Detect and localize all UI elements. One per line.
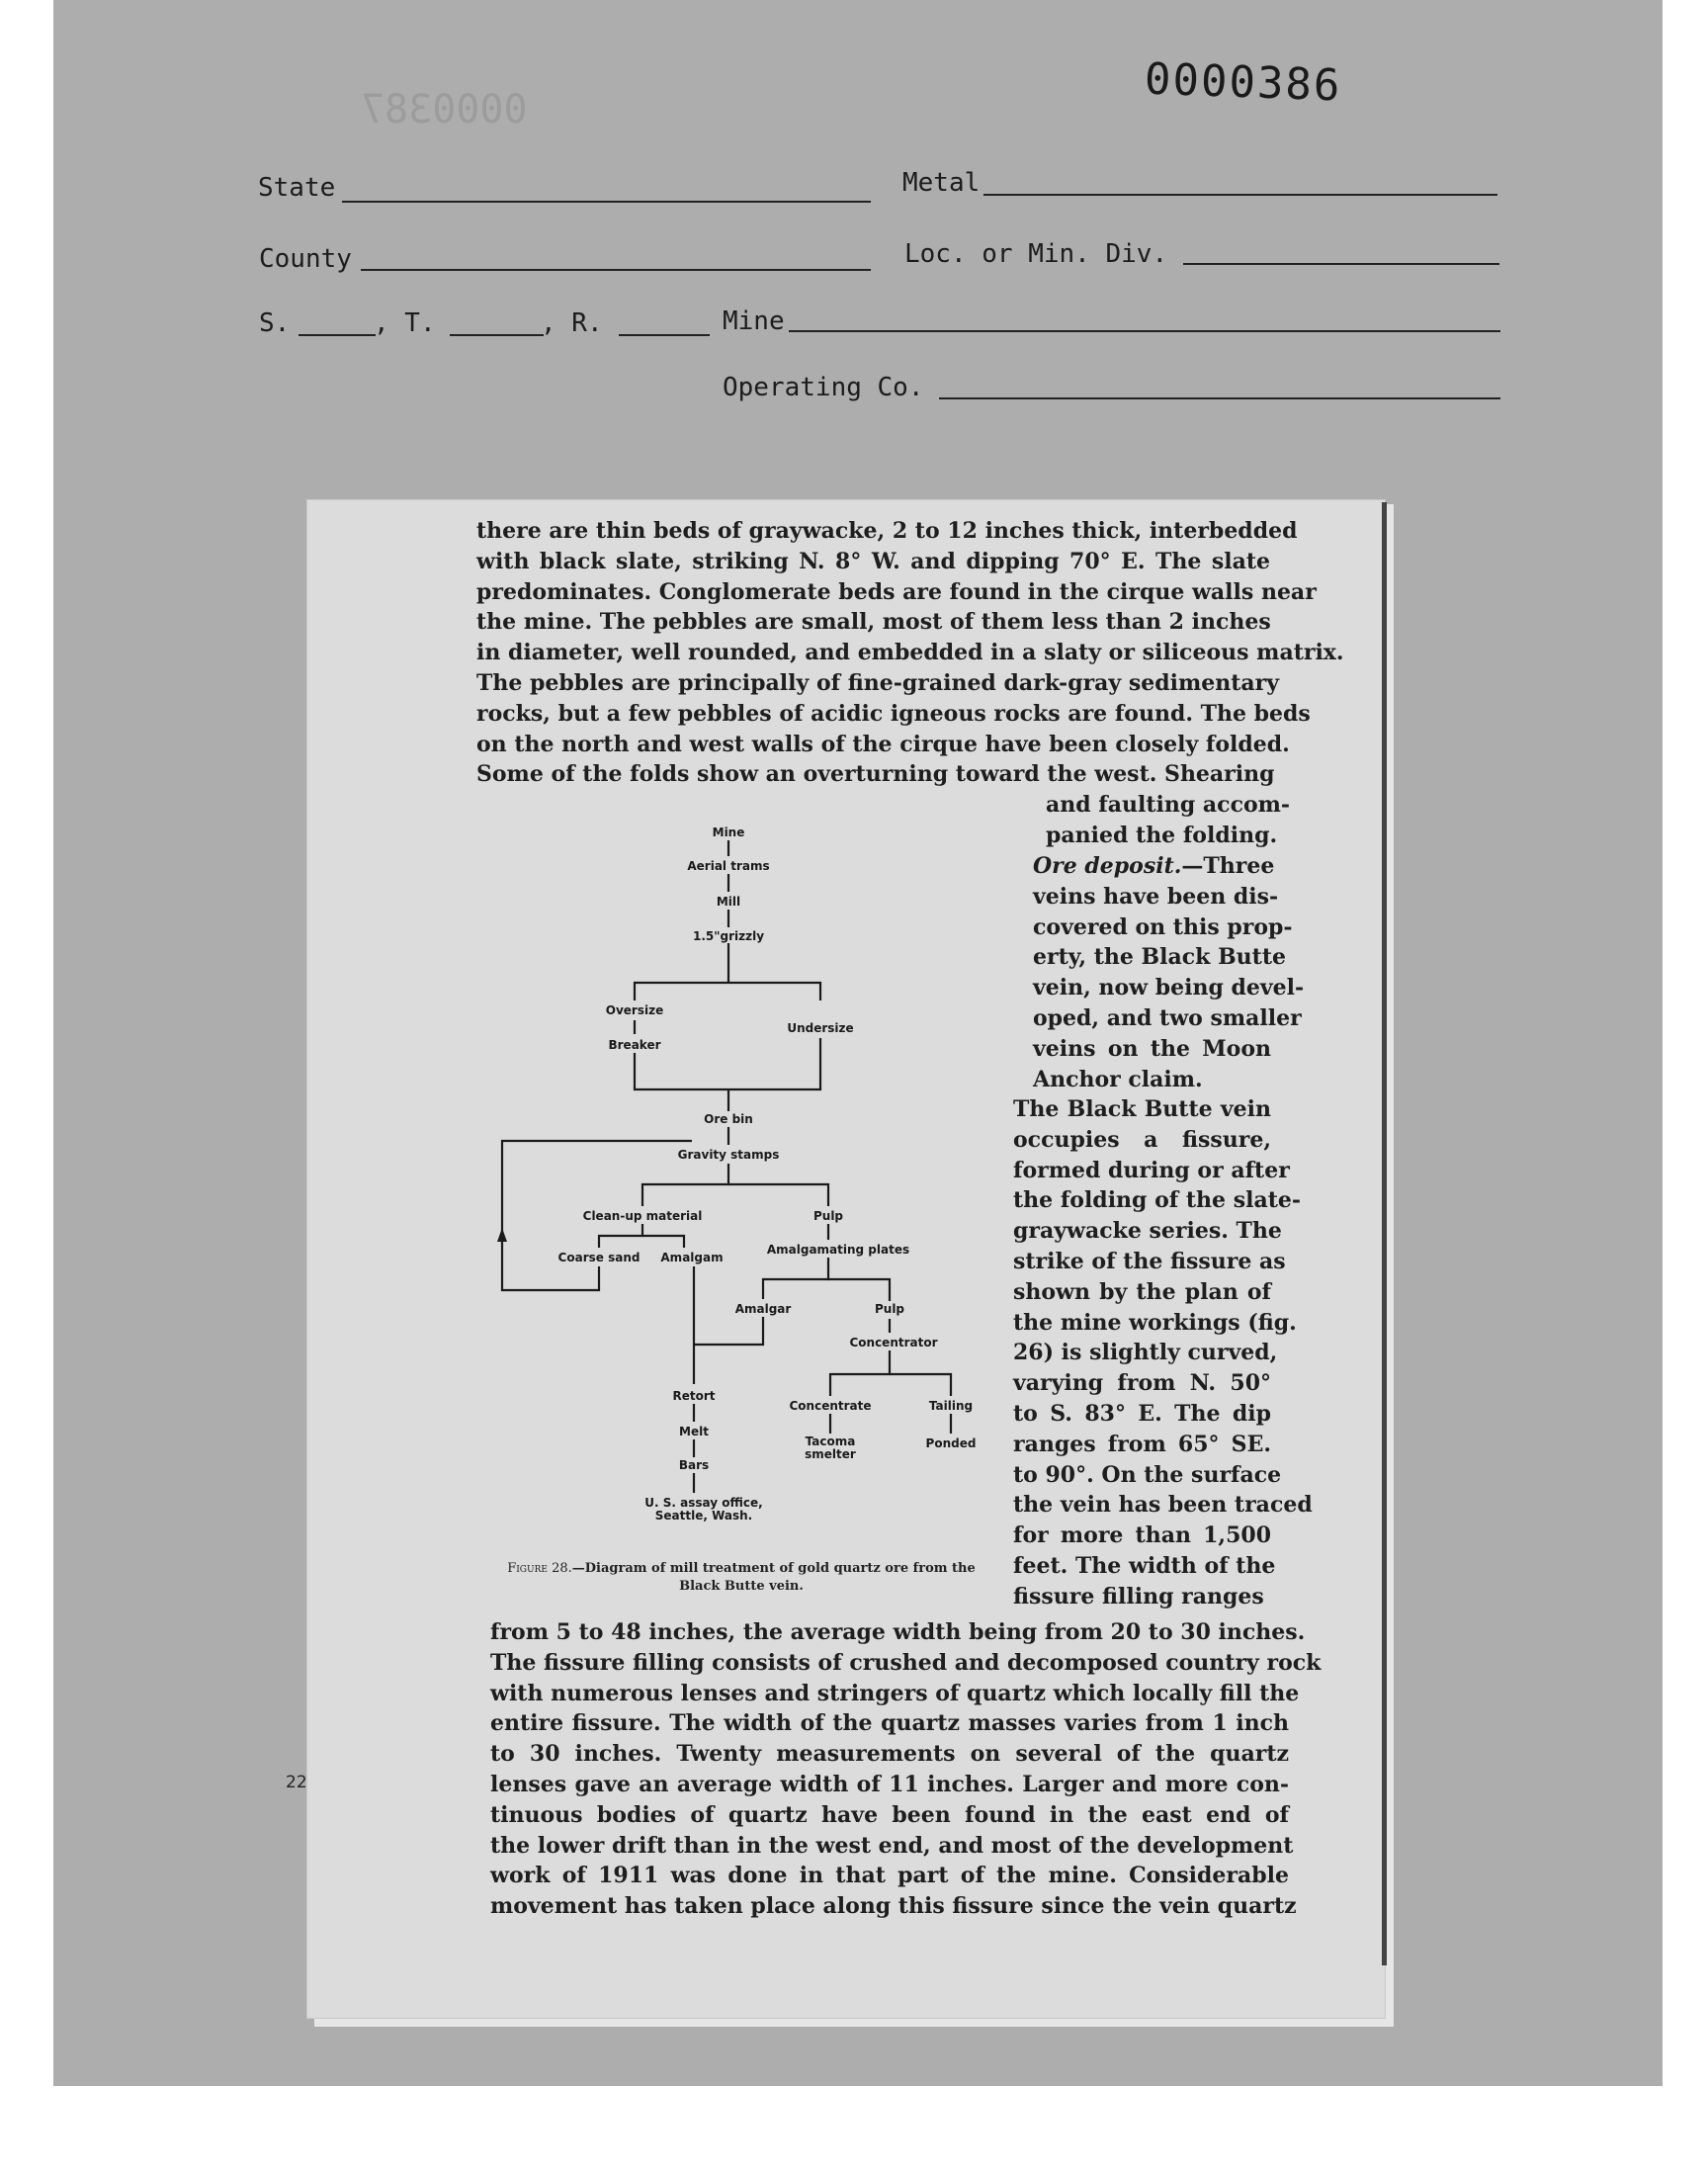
text-line: veins have been dis- [1033, 883, 1279, 910]
node-retort: Retort [672, 1389, 716, 1403]
text-line: covered on this prop- [1033, 914, 1293, 940]
connector-line [728, 1184, 828, 1206]
text-line: formed during or after [1013, 1157, 1290, 1183]
s-label: S. [259, 308, 291, 338]
paragraph-black-butte-vein [1013, 1094, 1313, 1612]
loop-arrowhead [497, 1228, 507, 1242]
text-line: panied the folding. [1046, 822, 1278, 848]
node-mill: Mill [716, 895, 741, 909]
connector-line [599, 1224, 642, 1248]
text-line: feet. The width of the [1013, 1552, 1276, 1579]
node-mine: Mine [712, 826, 745, 839]
loc-label: Loc. or Min. Div. [904, 239, 1168, 269]
connector-line [763, 1258, 828, 1299]
text-line: the mine. The pebbles are small, most of them less than 2 inches [476, 609, 1271, 636]
text-line: strike of the fissure as [1013, 1248, 1286, 1274]
text-line: work of 1911 was done in that part of the mine. Considerable [490, 1863, 1289, 1889]
text-line: the lower drift than in the west end, and most of the development [490, 1832, 1294, 1859]
node-amalgam: Amalgam [660, 1251, 724, 1264]
bleed-through-number: 0000387 [361, 87, 528, 132]
node-bars: Bars [678, 1458, 710, 1472]
state-blank [342, 201, 871, 203]
text-line: in diameter, well rounded, and embedded in a slaty or siliceous matrix. [476, 640, 1344, 666]
county-label: County [259, 244, 352, 274]
text-line: on the north and west walls of the cirque have been closely folded. [476, 731, 1290, 757]
r-label: , R. [541, 308, 603, 338]
text-line: from 5 to 48 inches, the average width being from 20 to 30 inches. [490, 1619, 1306, 1645]
connector-line [642, 1164, 728, 1206]
text-line: shown by the plan of [1013, 1278, 1271, 1305]
text-line: movement has taken place along this fissure since the vein quartz [490, 1893, 1297, 1920]
node-grizzly: 1.5"grizzly [692, 929, 765, 943]
node-melt: Melt [679, 1425, 709, 1438]
node-tacoma-smelter: Tacoma smelter [805, 1435, 856, 1461]
connector-line [642, 1236, 684, 1248]
text-line: The fissure filling consists of crushed and decomposed country rock [490, 1649, 1322, 1676]
operating-co-blank [939, 397, 1500, 399]
ore-deposit-heading: Ore deposit. [1033, 853, 1182, 879]
operating-co-label: Operating Co. [723, 373, 924, 402]
node-breaker: Breaker [608, 1038, 661, 1052]
document-number: 0000386 [1144, 53, 1343, 112]
connector-line [635, 1038, 820, 1089]
node-ponded: Ponded [925, 1436, 977, 1450]
node-clean-up-material: Clean-up material [582, 1209, 703, 1223]
node-pulp: Pulp [812, 1209, 844, 1223]
s-blank [299, 334, 376, 336]
text-line: ranges from 65° SE. [1013, 1431, 1271, 1457]
text-line: lenses gave an average width of 11 inches. Larger and more con- [490, 1771, 1289, 1797]
text-line: to S. 83° E. The dip [1013, 1400, 1271, 1427]
ore-deposit-lines [1033, 882, 1305, 1095]
node-undersize: Undersize [787, 1021, 854, 1035]
text-line: predominates. Conglomerate beds are found in the cirque walls near [476, 578, 1317, 605]
text-line: with numerous lenses and stringers of quartz which locally fill the [490, 1680, 1300, 1706]
text-line: with black slate, striking N. 8° W. and dipping 70° E. The slate [476, 548, 1270, 574]
node-coarse-sand: Coarse sand [557, 1251, 640, 1264]
node-ore-bin: Ore bin [704, 1112, 753, 1126]
text-line: Anchor claim. [1033, 1066, 1203, 1092]
t-label: , T. [374, 308, 436, 338]
node-amalgar: Amalgar [734, 1302, 792, 1316]
text-line: and faulting accom- [1046, 792, 1291, 818]
text-line: graywacke series. The [1013, 1218, 1282, 1245]
paragraph-folding [1046, 790, 1291, 851]
connector-line [635, 983, 820, 1000]
r-blank [619, 334, 710, 336]
caption-label: Figure 28. [507, 1561, 572, 1576]
text-line: to 90°. On the surface [1013, 1461, 1282, 1488]
figure-caption [489, 1560, 993, 1596]
text-line: the vein has been traced [1013, 1492, 1313, 1519]
connector-line [828, 1279, 890, 1301]
text-line: for more than 1,500 [1013, 1522, 1271, 1549]
text-line: erty, the Black Butte [1033, 944, 1286, 971]
text-line: Some of the folds show an overturning toward the west. Shearing [476, 761, 1275, 788]
text-line: 26) is slightly curved, [1013, 1340, 1278, 1366]
ore-deposit-first-line [1033, 851, 1275, 882]
node-pulp-2: Pulp [874, 1302, 905, 1316]
text-line: to 30 inches. Twenty measurements on several of the quartz [490, 1741, 1289, 1768]
text-line: the mine workings (fig. [1013, 1309, 1297, 1336]
connector-line [830, 1350, 890, 1396]
clipping-edge [1382, 502, 1387, 1965]
metal-blank [983, 194, 1497, 196]
page-number: 22 [286, 1773, 307, 1792]
connector-line [694, 1317, 763, 1345]
mine-blank [789, 330, 1500, 332]
node-oversize: Oversize [605, 1003, 664, 1017]
ore-deposit-line: —Three [1181, 853, 1275, 879]
loc-blank [1183, 263, 1499, 265]
text-line: occupies a fissure, [1013, 1126, 1271, 1153]
county-blank [361, 269, 871, 271]
node-aerial-trams: Aerial trams [687, 859, 770, 873]
text-line: veins on the Moon [1033, 1035, 1271, 1062]
node-us-assay-office: U. S. assay office, Seattle, Wash. [644, 1496, 763, 1522]
node-concentrator: Concentrator [849, 1336, 938, 1349]
caption-text: —Diagram of mill treatment of gold quartz ore from the Black Butte vein. [571, 1561, 976, 1594]
metal-label: Metal [902, 168, 981, 198]
text-line: vein, now being devel- [1033, 975, 1305, 1001]
text-line: The pebbles are principally of fine-grained dark-gray sedimentary [476, 669, 1280, 696]
text-line: fissure filling ranges [1013, 1583, 1264, 1610]
t-blank [450, 334, 544, 336]
text-line: tinuous bodies of quartz have been found in the east end of [490, 1801, 1289, 1828]
text-line: The Black Butte vein [1013, 1096, 1271, 1122]
text-line: there are thin beds of graywacke, 2 to 12 inches thick, interbedded [476, 518, 1298, 544]
mine-label: Mine [723, 306, 785, 336]
node-gravity-stamps: Gravity stamps [677, 1148, 780, 1162]
connector-line [890, 1374, 951, 1396]
paragraph-fissure-filling [490, 1617, 1322, 1922]
text-line: the folding of the slate- [1013, 1187, 1301, 1214]
paragraph-ore-deposit [1033, 851, 1305, 1094]
paragraph-geology [476, 516, 1344, 790]
node-concentrate: Concentrate [789, 1399, 872, 1413]
diagram-connectors [484, 813, 998, 1564]
text-line: oped, and two smaller [1033, 1004, 1302, 1031]
node-amalgamating-plates: Amalgamating plates [766, 1243, 910, 1257]
text-line: entire fissure. The width of the quartz masses varies from 1 inch [490, 1710, 1289, 1737]
mill-flow-diagram [484, 813, 998, 1564]
text-line: varying from N. 50° [1013, 1370, 1271, 1397]
state-label: State [258, 173, 336, 203]
text-line: rocks, but a few pebbles of acidic igneous rocks are found. The beds [476, 700, 1311, 727]
node-tailing: Tailing [928, 1399, 974, 1413]
